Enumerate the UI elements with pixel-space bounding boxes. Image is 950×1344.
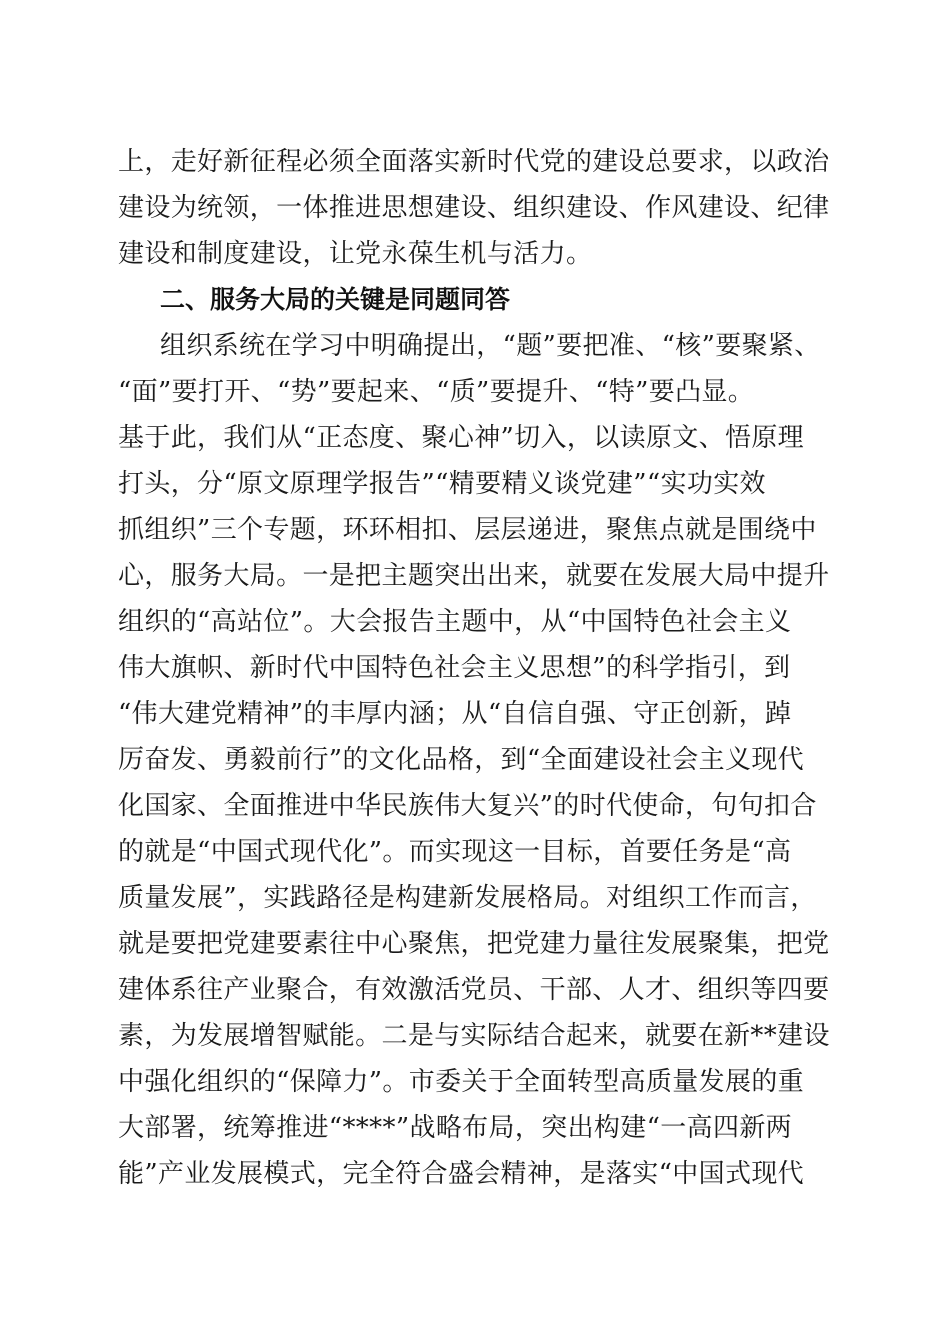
paragraph-line: 的就是“中国式现代化”。而实现这一目标，首要任务是“高: [118, 837, 792, 867]
paragraph-line: 抓组织”三个专题，环环相扣、层层递进，聚焦点就是围绕中: [118, 515, 817, 545]
paragraph-line: 伟大旗帜、新时代中国特色社会主义思想”的科学指引，到: [118, 653, 791, 683]
paragraph-line: 打头，分“原文原理学报告”“精要精义谈党建”“实功实效: [118, 469, 766, 499]
paragraph-line: 组织的“高站位”。大会报告主题中，从“中国特色社会主义: [118, 607, 792, 637]
paragraph-line: 组织系统在学习中明确提出，“题”要把准、“核”要聚紧、: [160, 331, 821, 361]
paragraph-line: “伟大建党精神”的丰厚内涵；从“自信自强、守正创新，踔: [118, 699, 792, 729]
paragraph-line: 上，走好新征程必须全面落实新时代党的建设总要求，以政治: [118, 147, 830, 177]
paragraph-line: 就是要把党建要素往中心聚焦，把党建力量往发展聚集，把党: [118, 929, 830, 959]
paragraph-line: 建体系往产业聚合，有效激活党员、干部、人才、组织等四要: [118, 975, 830, 1005]
paragraph-line: 大部署，统筹推进“****”战略布局，突出构建“一高四新两: [118, 1113, 793, 1143]
paragraph-line: 厉奋发、勇毅前行”的文化品格，到“全面建设社会主义现代: [118, 745, 805, 775]
paragraph-line: “面”要打开、“势”要起来、“质”要提升、“特”要凸显。: [118, 377, 755, 407]
paragraph-line: 心，服务大局。一是把主题突出出来，就要在发展大局中提升: [118, 561, 830, 591]
paragraph-line: 化国家、全面推进中华民族伟大复兴”的时代使命，句句扣合: [118, 791, 817, 821]
paragraph-line: 建设为统领，一体推进思想建设、组织建设、作风建设、纪律: [118, 193, 830, 223]
paragraph-line: 素，为发展增智赋能。二是与实际结合起来，就要在新**建设: [118, 1021, 830, 1051]
paragraph-line: 质量发展”，实践路径是构建新发展格局。对组织工作而言，: [118, 883, 817, 913]
paragraph-line: 能”产业发展模式，完全符合盛会精神，是落实“中国式现代: [118, 1159, 805, 1189]
paragraph-line: 基于此，我们从“正态度、聚心神”切入，以读原文、悟原理: [118, 423, 805, 453]
paragraph-line: 建设和制度建设，让党永葆生机与活力。: [118, 239, 593, 269]
section-heading: 二、服务大局的关键是同题同答: [160, 285, 511, 314]
paragraph-line: 中强化组织的“保障力”。市委关于全面转型高质量发展的重: [118, 1067, 805, 1097]
